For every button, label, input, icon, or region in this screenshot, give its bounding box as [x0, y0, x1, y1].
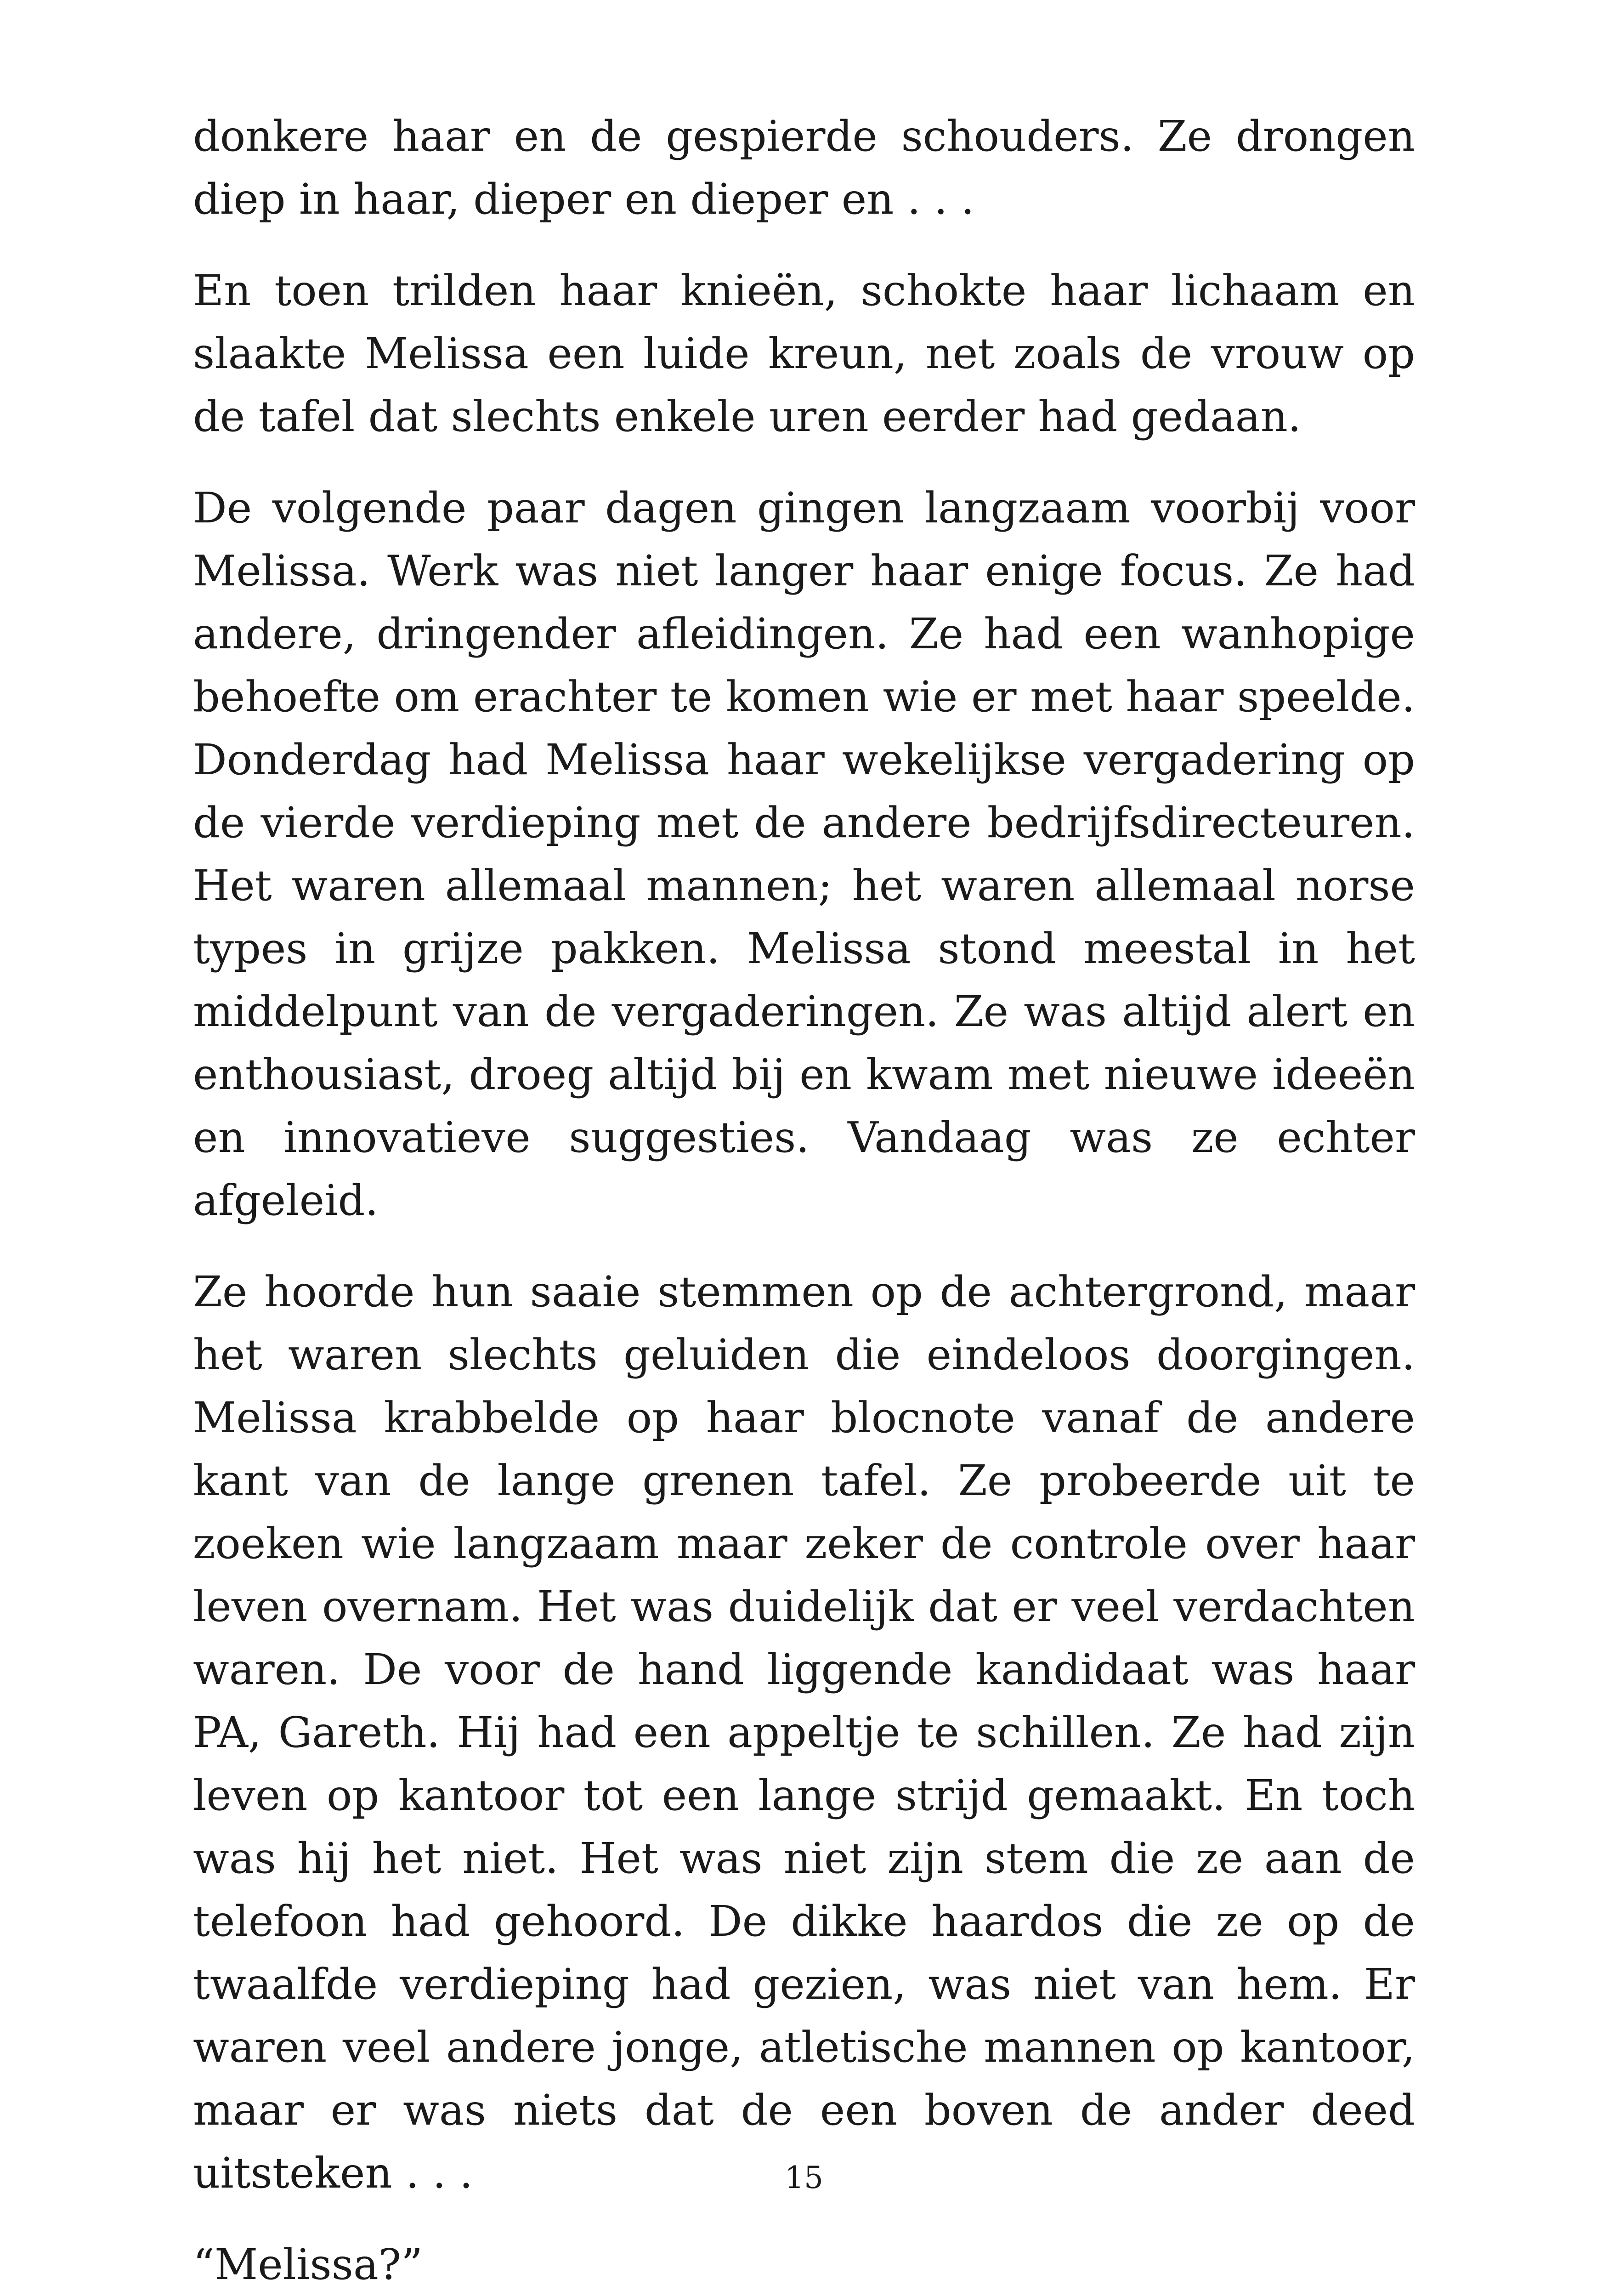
- paragraph-4: Ze hoorde hun saaie stemmen op de achtergrond, maar het waren slechts geluiden die eindeloos doorgingen. Melissa krabbelde op haar blocnote vanaf de andere kant van de lange grenen tafel. Ze probeerde uit te zoeken wie langzaam maar zeker de controle over haar leven overnam. Het was duidelijk dat er veel verdachten waren. De voor de hand liggende kandidaat was haar PA, Gareth. Hij had een appeltje te schillen. Ze had zijn leven op kantoor tot een lange strijd gemaakt. En toch was hij het niet. Het was niet zijn stem die ze aan de telefoon had gehoord. De dikke haardos die ze op de twaalfde verdieping had gezien, was niet van hem. Er waren veel andere jonge, atletische mannen op kantoor, maar er was niets dat de een boven de ander deed uitsteken . . .: [193, 1267, 1415, 2198]
- paragraph-3: De volgende paar dagen gingen langzaam voorbij voor Melissa. Werk was niet langer haar enige focus. Ze had andere, dringender afleidingen. Ze had een wanhopige behoefte om erachter te komen wie er met haar speelde. Donderdag had Melissa haar wekelijkse vergadering op de vierde verdieping met de andere bedrijfsdirecteuren. Het waren allemaal mannen; het waren allemaal norse types in grijze pakken. Melissa stond meestal in het middelpunt van de vergaderingen. Ze was altijd alert en enthousiast, droeg altijd bij en kwam met nieuwe ideeën en innovatieve suggesties. Vandaag was ze echter afgeleid.: [193, 483, 1415, 1225]
- paragraph-5: “Melissa?”: [193, 2240, 423, 2289]
- paragraph-1: donkere haar en de gespierde schouders. Ze drongen diep in haar, dieper en dieper en . . .: [193, 112, 1415, 224]
- body-text: [193, 105, 1415, 2296]
- paragraph-2: En toen trilden haar knieën, schokte haar lichaam en slaakte Melissa een luide kreun, net zoals de vrouw op de tafel dat slechts enkele uren eerder had gedaan.: [193, 266, 1415, 441]
- page-number: 15: [785, 2160, 823, 2195]
